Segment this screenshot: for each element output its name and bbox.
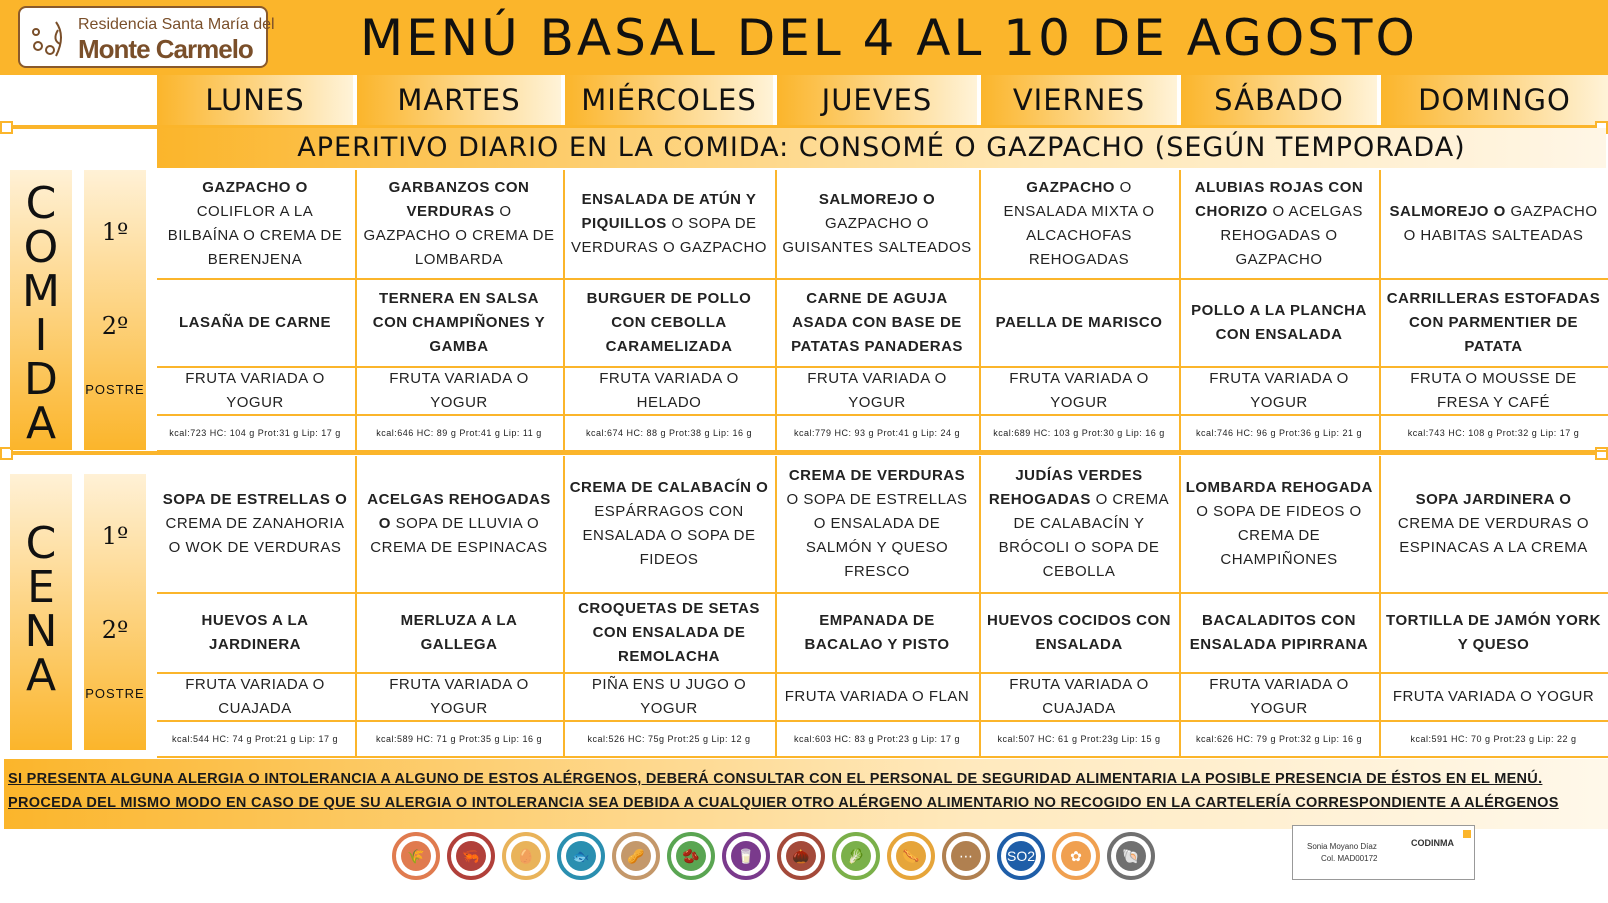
day-header-martes: MARTES: [357, 75, 561, 125]
logo-line1: Residencia Santa María del: [78, 16, 275, 33]
dish-highlight: GARBANZOS CON VERDURAS: [388, 179, 530, 220]
soy-icon: [667, 832, 715, 880]
vertical-letter: O: [23, 222, 59, 273]
page-title: MENÚ BASAL DEL 4 AL 10 DE AGOSTO: [360, 9, 1418, 67]
day-header-domingo: DOMINGO: [1381, 75, 1608, 125]
comida-kcal-cell: kcal:743 HC: 108 g Prot:32 g Lip: 17 g: [1407, 428, 1580, 438]
dietitian-number: Col. MAD00172: [1321, 854, 1378, 863]
main-dish: CARNE DE AGUJA ASADA CON BASE DE PATATAS PANADERAS: [791, 290, 963, 355]
column-separator: [563, 170, 565, 450]
cena-label-column: [10, 474, 72, 750]
dish-alternatives: GAZPACHO O HABITAS SALTEADAS: [1403, 203, 1598, 244]
peanut-icon-glyph: 🥜: [621, 841, 651, 871]
comida-postre-cell: FRUTA VARIADA O HELADO: [599, 370, 739, 411]
cena-primero-cell: [565, 456, 773, 592]
celery-icon-glyph: 🥬: [841, 841, 871, 871]
comida-primero-cell: [357, 170, 561, 278]
vertical-letter: N: [24, 606, 58, 657]
main-dish: CROQUETAS DE SETAS CON ENSALADA DE REMOLACHA: [578, 600, 760, 665]
cena-primero-cell: [1381, 456, 1606, 592]
crustaceans-icon: [447, 832, 495, 880]
comida-segundo-cell: [357, 280, 561, 366]
comida-postre-cell: FRUTA O MOUSSE DE FRESA Y CAFÉ: [1410, 370, 1577, 411]
comida-kcal-cell: kcal:723 HC: 104 g Prot:31 g Lip: 17 g: [169, 428, 341, 438]
vertical-letter: E: [27, 562, 55, 613]
cena-first-course-label: 1º: [101, 522, 129, 550]
column-separator: [1179, 170, 1181, 450]
comida-segundo-cell: [157, 280, 353, 366]
cena-kcal-cell: kcal:507 HC: 61 g Prot:23g Lip: 15 g: [997, 734, 1161, 744]
dish-alternatives: O SOPA DE ESTRELLAS O ENSALADA DE SALMÓN Y QUESO FRESCO: [786, 491, 968, 580]
dish-highlight: SOPA JARDINERA O: [1415, 491, 1572, 508]
dish-highlight: LOMBARDA REHOGADA: [1185, 479, 1373, 496]
notice-line2: PROCEDA DEL MISMO MODO EN CASO DE QUE SU ALERGIA O INTOLERANCIA SEA DEBIDA A CUALQUIER OTRO ALÉRGENO ALIMENTARIO NO RECOGIDO EN LA CARTELERÍA CORRESPONDIENTE A ALÉRGENOS: [8, 795, 1559, 811]
cena-segundo-cell: [777, 594, 977, 672]
stamp-brand: CODINMA: [1411, 838, 1454, 848]
comida-kcal-cell: kcal:689 HC: 103 g Prot:30 g Lip: 16 g: [993, 428, 1165, 438]
dish-alternatives: GAZPACHO O GUISANTES SALTEADOS: [782, 215, 972, 256]
comida-postre-cell: FRUTA VARIADA O YOGUR: [1209, 370, 1349, 411]
vertical-letter: C: [25, 518, 57, 569]
main-dish: PAELLA DE MARISCO: [995, 314, 1163, 331]
crustaceans-icon-glyph: 🦐: [456, 841, 486, 871]
sesame-icon-glyph: ⋯: [951, 841, 981, 871]
comida-second-course-label: 2º: [101, 312, 129, 340]
celery-icon: [832, 832, 880, 880]
cena-kcal-cell: kcal:626 HC: 79 g Prot:32 g Lip: 16 g: [1195, 734, 1363, 744]
row-separator: [157, 450, 1608, 452]
comida-kcal-cell: kcal:646 HC: 89 g Prot:41 g Lip: 11 g: [376, 428, 542, 438]
comida-primero-cell: [157, 170, 353, 278]
comida-dessert-label: POSTRE: [85, 382, 145, 397]
comida-segundo-cell: [1381, 280, 1606, 366]
dish-alternatives: O CREMA DE CALABACÍN Y BRÓCOLI O SOPA DE CEBOLLA: [998, 491, 1170, 580]
cena-postre-cell: FRUTA VARIADA O CUAJADA: [185, 676, 325, 717]
column-separator: [355, 456, 357, 756]
main-dish: TERNERA EN SALSA CON CHAMPIÑONES Y GAMBA: [372, 290, 546, 355]
main-dish: BACALADITOS CON ENSALADA PIPIRRANA: [1189, 612, 1369, 653]
column-separator: [563, 456, 565, 756]
comida-primero-cell: [981, 170, 1177, 278]
comida-postre-cell: FRUTA VARIADA O YOGUR: [185, 370, 325, 411]
egg-icon: [502, 832, 550, 880]
cena-kcal-cell: kcal:603 HC: 83 g Prot:23 g Lip: 17 g: [793, 734, 961, 744]
dish-highlight: CREMA DE CALABACÍN O: [569, 479, 769, 496]
dish-highlight: ALUBIAS ROJAS CON CHORIZO: [1194, 179, 1364, 220]
dish-alternatives: CREMA DE ZANAHORIA O WOK DE VERDURAS: [165, 515, 345, 556]
column-separator: [775, 170, 777, 450]
comida-segundo-cell: [565, 280, 773, 366]
gluten-icon: [392, 832, 440, 880]
cena-postre-cell: FRUTA VARIADA O FLAN: [784, 688, 970, 705]
fish-icon: [557, 832, 605, 880]
comida-segundo-cell: [1181, 280, 1377, 366]
egg-icon-glyph: 🥚: [511, 841, 541, 871]
column-separator: [1179, 456, 1181, 756]
cena-postre-cell: FRUTA VARIADA O YOGUR: [1209, 676, 1349, 717]
cena-segundo-cell: [1181, 594, 1377, 672]
logo: [18, 6, 275, 68]
separator-marker: [0, 121, 13, 134]
day-header-sabado: SÁBADO: [1181, 75, 1377, 125]
day-header-viernes: VIERNES: [981, 75, 1177, 125]
comida-primero-cell: [777, 170, 977, 278]
day-header-miercoles: MIÉRCOLES: [565, 75, 773, 125]
comida-course-column: [84, 170, 146, 450]
comida-segundo-cell: [777, 280, 977, 366]
dish-alternatives: O SOPA DE FIDEOS O CREMA DE CHAMPIÑONES: [1196, 503, 1362, 568]
dietitian-stamp: [1292, 825, 1475, 880]
cena-dessert-label: POSTRE: [85, 686, 145, 701]
lupin-icon: [1052, 832, 1100, 880]
cena-primero-cell: [1181, 456, 1377, 592]
cena-segundo-cell: [1381, 594, 1606, 672]
dish-alternatives: O ENSALADA MIXTA O ALCACHOFAS REHOGADAS: [1003, 179, 1155, 268]
dish-highlight: SOPA DE ESTRELLAS O: [162, 491, 348, 508]
column-separator: [1379, 170, 1381, 450]
comida-postre-cell: FRUTA VARIADA O YOGUR: [807, 370, 947, 411]
vertical-letter: I: [34, 310, 48, 361]
soy-icon-glyph: 🫘: [676, 841, 706, 871]
dish-highlight: GAZPACHO: [1026, 179, 1120, 196]
dietitian-name: Sonia Moyano Díaz: [1307, 842, 1377, 851]
column-separator: [1379, 456, 1381, 756]
comida-postre-cell: FRUTA VARIADA O YOGUR: [389, 370, 529, 411]
column-separator: [979, 456, 981, 756]
main-dish: TORTILLA DE JAMÓN YORK Y QUESO: [1386, 612, 1601, 653]
comida-segundo-cell: [981, 280, 1177, 366]
cena-kcal-cell: kcal:589 HC: 71 g Prot:35 g Lip: 16 g: [375, 734, 543, 744]
cena-primero-cell: [357, 456, 561, 592]
cena-postre-cell: FRUTA VARIADA O YOGUR: [1392, 688, 1595, 705]
row-separator: [157, 756, 1608, 758]
dish-highlight: GAZPACHO O: [202, 179, 308, 196]
logo-line2: Monte Carmelo: [78, 34, 253, 64]
sesame-icon: [942, 832, 990, 880]
day-header-lunes: LUNES: [157, 75, 353, 125]
cena-postre-cell: PIÑA ENS U JUGO O YOGUR: [591, 676, 747, 717]
cena-kcal-cell: kcal:526 HC: 75g Prot:25 g Lip: 12 g: [587, 734, 751, 744]
molluscs-icon-glyph: 🐚: [1116, 841, 1146, 871]
main-dish: HUEVOS A LA JARDINERA: [201, 612, 309, 653]
dish-alternatives: O GAZPACHO O CREMA DE LOMBARDA: [363, 203, 555, 268]
logo-icon: [26, 16, 72, 62]
vertical-letter: A: [25, 398, 57, 449]
lupin-icon-glyph: ✿: [1061, 841, 1091, 871]
dish-alternatives: COLIFLOR A LA BILBAÍNA O CREMA DE BERENJENA: [167, 203, 343, 268]
vertical-letter: A: [25, 650, 57, 701]
aperitivo-banner: APERITIVO DIARIO EN LA COMIDA: CONSOMÉ O GAZPACHO (SEGÚN TEMPORADA): [157, 128, 1606, 168]
column-separator: [355, 170, 357, 450]
cena-segundo-cell: [565, 594, 773, 672]
dish-highlight: SALMOREJO O: [818, 191, 936, 208]
main-dish: LASAÑA DE CARNE: [179, 314, 331, 331]
nuts-icon: [777, 832, 825, 880]
molluscs-icon: [1107, 832, 1155, 880]
cena-second-course-label: 2º: [101, 616, 129, 644]
dish-alternatives: CREMA DE VERDURAS O ESPINACAS A LA CREMA: [1397, 515, 1590, 556]
day-header-jueves: JUEVES: [777, 75, 977, 125]
comida-primero-cell: [565, 170, 773, 278]
main-dish: BURGUER DE POLLO CON CEBOLLA CARAMELIZADA: [586, 290, 752, 355]
dish-alternatives: SOPA DE LLUVIA O CREMA DE ESPINACAS: [370, 515, 548, 556]
dish-highlight: ENSALADA DE ATÚN Y PIQUILLOS: [581, 191, 757, 232]
dish-highlight: SALMOREJO O: [1389, 203, 1511, 220]
column-separator: [775, 456, 777, 756]
dish-alternatives: O ACELGAS REHOGADAS O GAZPACHO: [1220, 203, 1363, 268]
dish-highlight: JUDÍAS VERDES REHOGADAS: [988, 467, 1143, 508]
gluten-icon-glyph: 🌾: [401, 841, 431, 871]
nuts-icon-glyph: 🌰: [786, 841, 816, 871]
main-dish: HUEVOS COCIDOS CON ENSALADA: [986, 612, 1172, 653]
dish-alternatives: O SOPA DE VERDURAS O GAZPACHO: [571, 215, 767, 256]
comida-kcal-cell: kcal:746 HC: 96 g Prot:36 g Lip: 21 g: [1195, 428, 1363, 438]
cena-segundo-cell: [981, 594, 1177, 672]
dish-alternatives: ESPÁRRAGOS CON ENSALADA O SOPA DE FIDEOS: [582, 503, 756, 568]
comida-label-column: [10, 170, 72, 450]
cena-primero-cell: [777, 456, 977, 592]
comida-first-course-label: 1º: [101, 218, 129, 246]
main-dish: CARRILLERAS ESTOFADAS CON PARMENTIER DE PATATA: [1386, 290, 1601, 355]
vertical-letter: M: [22, 266, 60, 317]
comida-postre-cell: FRUTA VARIADA O YOGUR: [1009, 370, 1149, 411]
cena-label: [10, 474, 72, 701]
comida-primero-cell: [1381, 170, 1606, 278]
main-dish: MERLUZA A LA GALLEGA: [400, 612, 518, 653]
main-dish: POLLO A LA PLANCHA CON ENSALADA: [1191, 302, 1367, 343]
dish-highlight: ACELGAS REHOGADAS O: [367, 491, 551, 532]
stamp-square: [1463, 830, 1471, 838]
allergen-notice: [4, 759, 1608, 829]
fish-icon-glyph: 🐟: [566, 841, 596, 871]
cena-primero-cell: [157, 456, 353, 592]
mustard-icon: [887, 832, 935, 880]
comida-primero-cell: [1181, 170, 1377, 278]
vertical-letter: C: [25, 178, 57, 229]
column-separator: [979, 170, 981, 450]
cena-course-column: [84, 474, 146, 750]
notice-line1: SI PRESENTA ALGUNA ALERGIA O INTOLERANCIA A ALGUNO DE ESTOS ALÉRGENOS, DEBERÁ CONSULTAR CON EL PERSONAL DE SEGURIDAD ALIMENTARIA LA POSIBLE PRESENCIA DE ÉSTOS EN EL MENÚ.: [8, 771, 1543, 787]
cena-postre-cell: FRUTA VARIADA O YOGUR: [389, 676, 529, 717]
dairy-icon: [722, 832, 770, 880]
sulphites-icon-glyph: SO2: [1006, 841, 1036, 871]
comida-label: [10, 170, 72, 449]
cena-kcal-cell: kcal:591 HC: 70 g Prot:23 g Lip: 22 g: [1410, 734, 1577, 744]
cena-postre-cell: FRUTA VARIADA O CUAJADA: [1009, 676, 1149, 717]
cena-kcal-cell: kcal:544 HC: 74 g Prot:21 g Lip: 17 g: [171, 734, 339, 744]
main-dish: EMPANADA DE BACALAO Y PISTO: [804, 612, 950, 653]
sulphites-icon: [997, 832, 1045, 880]
dish-highlight: CREMA DE VERDURAS: [788, 467, 966, 484]
cena-segundo-cell: [157, 594, 353, 672]
mustard-icon-glyph: 🌭: [896, 841, 926, 871]
vertical-letter: D: [24, 354, 58, 405]
cena-segundo-cell: [357, 594, 561, 672]
dairy-icon-glyph: 🥛: [731, 841, 761, 871]
cena-primero-cell: [981, 456, 1177, 592]
comida-kcal-cell: kcal:779 HC: 93 g Prot:41 g Lip: 24 g: [793, 428, 961, 438]
peanut-icon: [612, 832, 660, 880]
comida-kcal-cell: kcal:674 HC: 88 g Prot:38 g Lip: 16 g: [585, 428, 753, 438]
